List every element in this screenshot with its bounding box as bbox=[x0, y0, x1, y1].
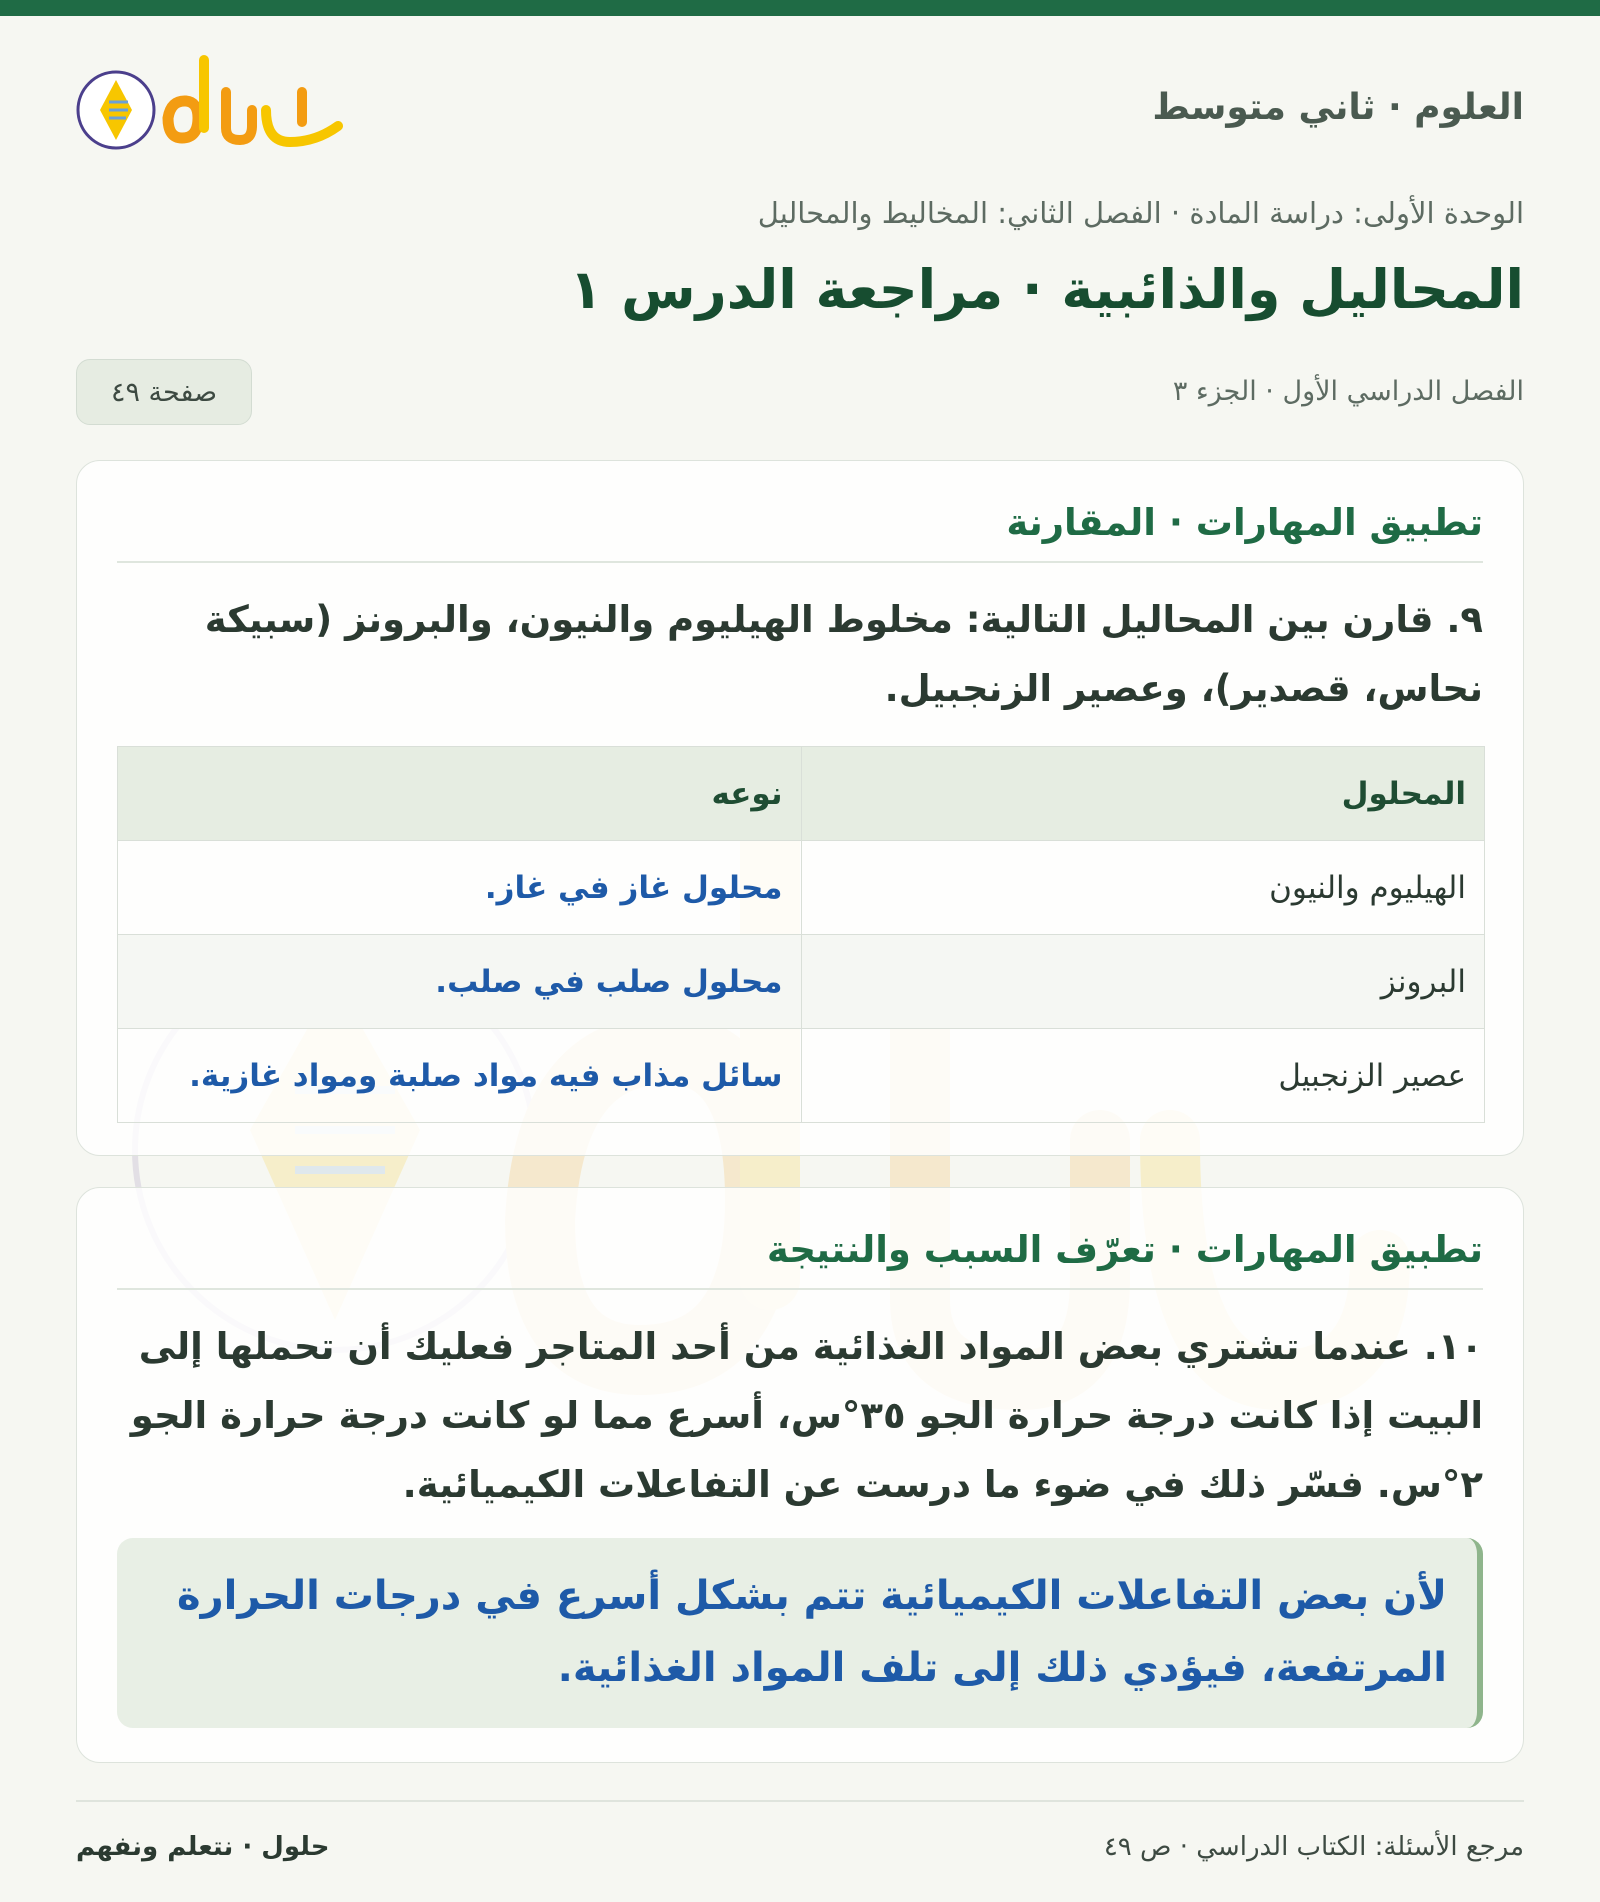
table-header-row bbox=[118, 747, 1485, 841]
solution-cell: البرونز bbox=[801, 935, 1485, 1029]
footer-reference: مرجع الأسئلة: الكتاب الدراسي · ص ٤٩ bbox=[1103, 1832, 1524, 1862]
question-10: ١٠. عندما تشتري بعض المواد الغذائية من أحد المتاجر فعليك أن تحملها إلى البيت إذا كانت درجة حرارة الجو ٣٥°س، أسرع مما لو كانت درجة حرارة الجو ٢°س. فسّر ذلك في ضوء ما درست عن التفاعلات الكيميائية. bbox=[130, 1325, 1483, 1506]
page-header bbox=[76, 52, 1524, 162]
semester-info: الفصل الدراسي الأول · الجزء ٣ bbox=[1172, 376, 1524, 407]
page-title: المحاليل والذائبية · مراجعة الدرس ١ bbox=[569, 258, 1524, 321]
solution-type-cell: محلول غاز في غاز. bbox=[118, 841, 802, 935]
subject-title: العلوم · ثاني متوسط bbox=[1152, 86, 1524, 128]
solution-cell: عصير الزنجبيل bbox=[801, 1029, 1485, 1123]
column-header-type: نوعه bbox=[118, 747, 802, 841]
solution-cell: الهيليوم والنيون bbox=[801, 841, 1485, 935]
page-number-badge: صفحة ٤٩ bbox=[76, 359, 252, 425]
solution-type-cell: سائل مذاب فيه مواد صلبة ومواد غازية. bbox=[118, 1029, 802, 1123]
question-9: ٩. قارن بين المحاليل التالية: مخلوط الهيليوم والنيون، والبرونز (سبيكة نحاس، قصدير)، وعصير الزنجبيل. bbox=[204, 598, 1483, 710]
solutions-table bbox=[117, 746, 1485, 1123]
section-heading-cause-effect: تطبيق المهارات · تعرّف السبب والنتيجة bbox=[117, 1228, 1483, 1290]
comparison-card bbox=[76, 460, 1524, 1156]
cause-effect-card bbox=[76, 1187, 1524, 1763]
table-row bbox=[118, 841, 1485, 935]
footer-divider bbox=[76, 1800, 1524, 1802]
book-icon bbox=[76, 52, 346, 162]
table-row bbox=[118, 1029, 1485, 1123]
footer-brand[interactable]: حلول · نتعلم ونفهم bbox=[76, 1832, 330, 1862]
table-row bbox=[118, 935, 1485, 1029]
breadcrumb: الوحدة الأولى: دراسة المادة · الفصل الثاني: المخاليط والمحاليل bbox=[757, 196, 1524, 230]
section-heading-comparison: تطبيق المهارات · المقارنة bbox=[117, 501, 1483, 563]
solution-type-cell: محلول صلب في صلب. bbox=[118, 935, 802, 1029]
top-accent-bar bbox=[0, 0, 1600, 16]
column-header-solution: المحلول bbox=[801, 747, 1485, 841]
answer-box: لأن بعض التفاعلات الكيميائية تتم بشكل أسرع في درجات الحرارة المرتفعة، فيؤدي ذلك إلى تلف المواد الغذائية. bbox=[117, 1538, 1483, 1728]
brand-logo[interactable] bbox=[76, 52, 346, 162]
